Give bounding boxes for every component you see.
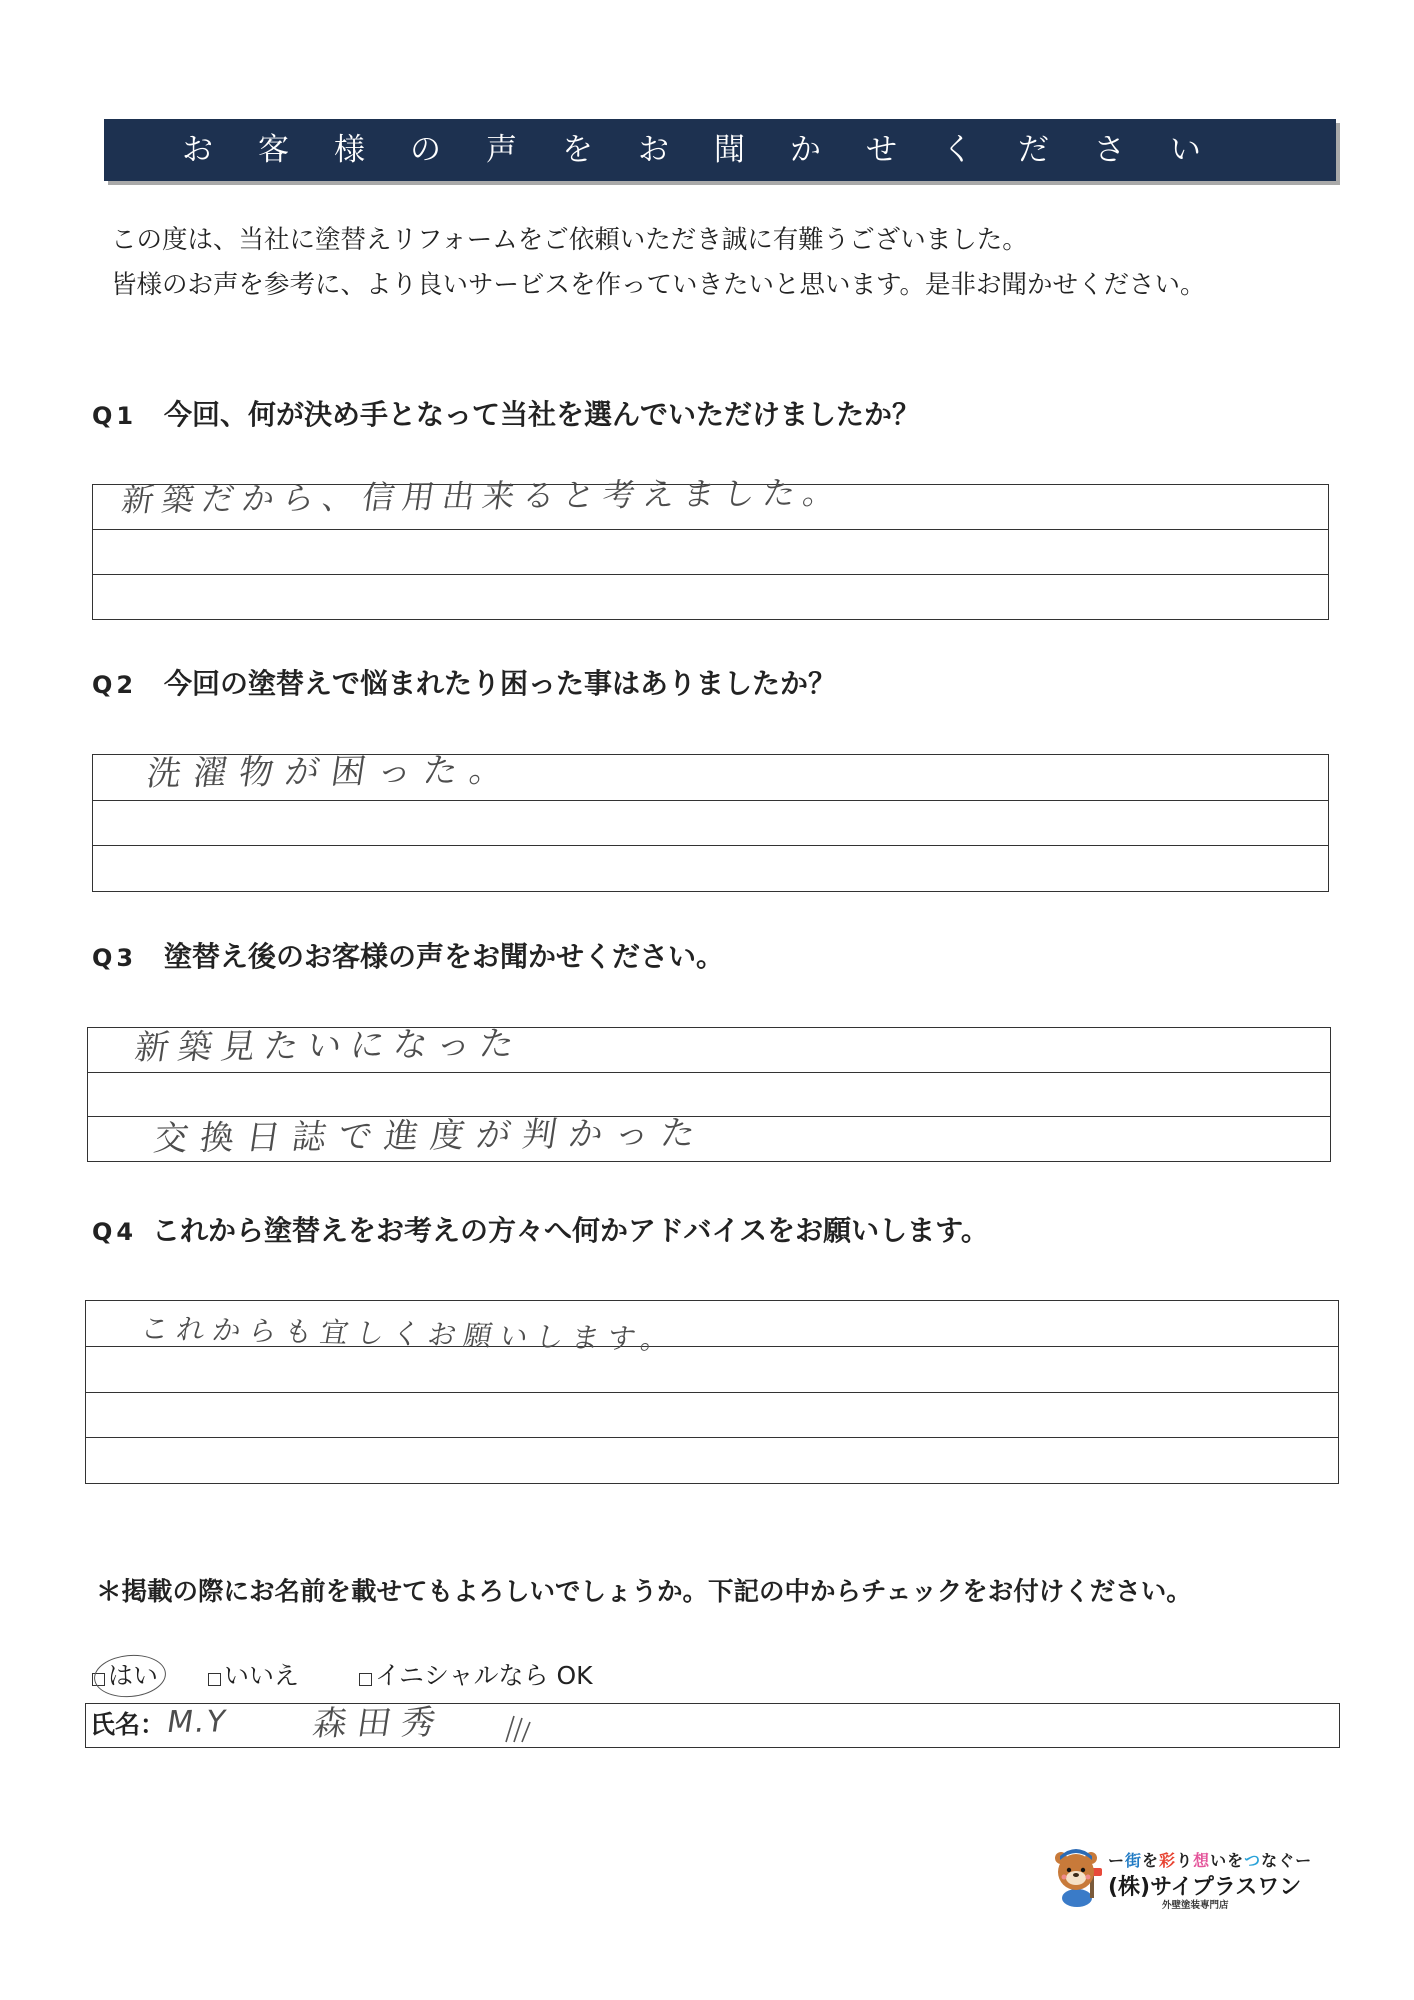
- question-4: [92, 1211, 989, 1251]
- intro-line-2: 皆様のお声を参考に、より良いサービスを作っていきたいと思います。是非お聞かせください。: [111, 270, 1206, 300]
- answer-row: [93, 575, 1328, 619]
- answer-row: [93, 530, 1328, 575]
- answer-box-q3: [87, 1023, 1331, 1162]
- answer-row: [93, 801, 1328, 847]
- option-label: いいえ: [224, 1661, 300, 1690]
- tagline-segment: り: [1176, 1851, 1194, 1870]
- answer-row: [86, 1393, 1338, 1439]
- company-name: (株)サイプラスワン: [1108, 1875, 1302, 1900]
- answer-row: [86, 1438, 1338, 1483]
- question-text: 今回の塗替えで悩まれたり困った事はありましたか？: [164, 667, 837, 700]
- handwritten-answer: 新築見たいになった: [132, 1023, 526, 1068]
- tagline-segment: 街: [1125, 1851, 1143, 1870]
- intro-text: [111, 218, 1205, 308]
- question-number: Q1: [92, 402, 138, 430]
- tagline-segment: 彩: [1159, 1851, 1177, 1870]
- answer-row: [88, 1023, 1330, 1073]
- question-3: [92, 937, 724, 977]
- handwritten-answer: 新築だから、信用出来ると考えました。: [119, 473, 847, 519]
- answer-row: [86, 1301, 1338, 1357]
- handwritten-answer: 洗濯物が困った。: [144, 750, 519, 794]
- tagline-segment: を: [1142, 1851, 1160, 1870]
- question-number: Q2: [92, 671, 138, 699]
- answer-row: [93, 750, 1328, 801]
- bear-painter-icon: [1048, 1844, 1106, 1908]
- intro-line-1: この度は、当社に塗替えリフォームをご依頼いただき誠に有難うございました。: [111, 225, 1028, 255]
- checkbox-icon: [359, 1673, 372, 1686]
- tagline-segment: いを: [1210, 1851, 1245, 1870]
- handwritten-initials: M.Y: [164, 1704, 230, 1740]
- question-number: Q4: [92, 1218, 138, 1246]
- logo-tagline: [1108, 1848, 1312, 1871]
- title-banner: [104, 119, 1336, 181]
- signature-scribble: [500, 1712, 540, 1744]
- name-label: 氏名：: [90, 1710, 166, 1739]
- option-no: [208, 1658, 299, 1694]
- company-logo: [1048, 1840, 1318, 1912]
- answer-row: [88, 1113, 1330, 1161]
- question-number: Q3: [92, 944, 138, 972]
- page-title: お客様の声をお聞かせください: [182, 132, 1246, 168]
- question-text: 塗替え後のお客様の声をお聞かせください。: [164, 940, 725, 973]
- answer-box-q4: [85, 1300, 1339, 1484]
- question-text: 今回、何が決め手となって当社を選んでいただけましたか？: [164, 398, 921, 431]
- question-text: これから塗替えをお考えの方々へ何かアドバイスをお願いします。: [152, 1214, 989, 1247]
- answer-box-q1: [92, 473, 1329, 620]
- checkbox-icon: [208, 1673, 221, 1686]
- handwritten-signature: 森田秀: [310, 1702, 449, 1744]
- name-field: [85, 1703, 1340, 1748]
- option-initials: [359, 1658, 593, 1694]
- tagline-segment: つ: [1244, 1851, 1262, 1870]
- name-consent-prompt: ＊掲載の際にお名前を載せてもよろしいでしょうか。下記の中からチェックをお付けください。: [96, 1577, 1192, 1607]
- option-label: はい: [108, 1661, 159, 1690]
- answer-row: [93, 846, 1328, 891]
- tagline-segment: 想: [1193, 1851, 1211, 1870]
- handwritten-answer: 交換日誌で進度が判かった: [151, 1113, 710, 1160]
- handwritten-answer: これからも宜しくお願いします。: [138, 1312, 680, 1357]
- option-label: イニシャルなら OK: [375, 1661, 593, 1690]
- company-subtitle: 外壁塗装専門店: [1162, 1900, 1229, 1911]
- answer-row: [86, 1347, 1338, 1393]
- question-1: [92, 395, 920, 435]
- answer-box-q2: [92, 750, 1329, 892]
- question-2: [92, 664, 836, 704]
- answer-row: [88, 1073, 1330, 1118]
- answer-row: [93, 473, 1328, 530]
- tagline-segment: なぐー: [1261, 1851, 1313, 1870]
- tagline-segment: ー: [1108, 1851, 1126, 1870]
